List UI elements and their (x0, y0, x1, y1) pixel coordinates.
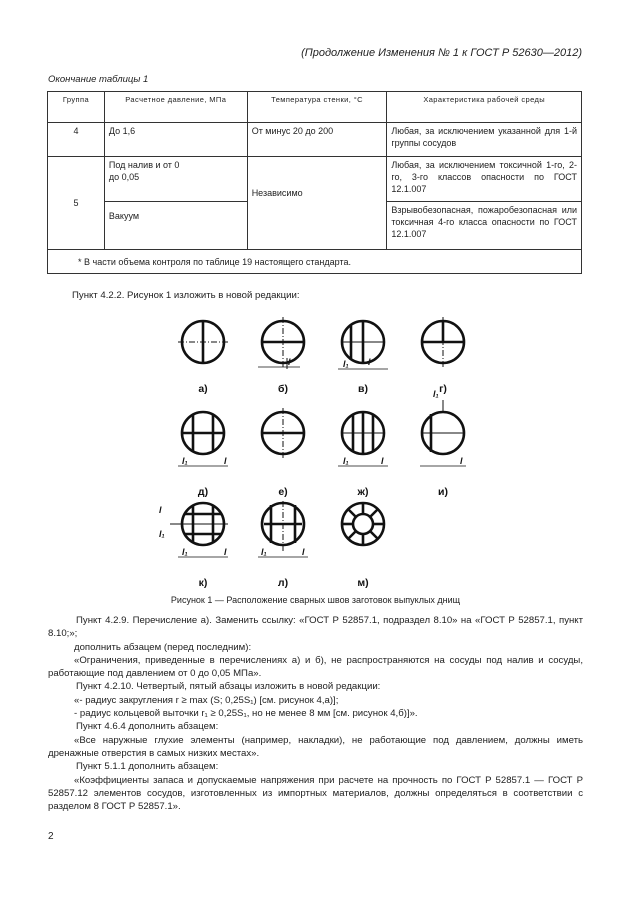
table-row (48, 123, 582, 157)
paragraph: - радиус кольцевой выточки r₁ ≥ 0,25S₁, но не менее 8 мм [см. рисунок 4,б)]». (74, 708, 418, 720)
body-text (48, 614, 583, 813)
dim-l1-d: l₁ (182, 456, 188, 466)
cell-temp: Независимо (247, 157, 387, 250)
label-d: д) (197, 486, 209, 498)
dim-l-i: l (460, 456, 463, 466)
dim-l1-i: l₁ (433, 389, 439, 399)
table-footnote-row (48, 250, 582, 274)
cell-temp: От минус 20 до 200 (247, 123, 387, 157)
paragraph: Пункт 4.2.9. Перечисление а). Заменить ссылку: «ГОСТ Р 52857.1, подраздел 8.10» на «ГОСТ Р 52857.1, пункт 8.10;»; (48, 615, 583, 640)
groups-table (47, 91, 582, 274)
dim-l-d: l (224, 456, 227, 466)
figure-caption: Рисунок 1 — Расположение сварных швов заготовок выпуклых днищ (170, 595, 461, 605)
table-footnote: * В части объема контроля по таблице 19 настоящего стандарта. (48, 250, 582, 274)
label-b: б) (278, 383, 288, 395)
dim-l-v: l (368, 357, 371, 367)
cell-group: 5 (48, 157, 105, 250)
header-temperature: Температура стенки, °C (247, 92, 387, 123)
table-header-row (48, 92, 582, 123)
dim-l-zh: l (381, 456, 384, 466)
dim-l1-zh: l₁ (343, 456, 349, 466)
cell-pressure (104, 157, 247, 202)
label-zh: ж) (357, 486, 369, 498)
cell-pressure: Вакуум (104, 202, 247, 250)
label-a: а) (198, 383, 208, 395)
label-v: в) (358, 383, 368, 395)
head-m (342, 503, 384, 545)
dim-l-l: l (302, 547, 305, 557)
header-group: Группа (48, 92, 105, 123)
paragraph: Пункт 4.6.4 дополнить абзацем: (76, 721, 219, 733)
figure-1 (140, 305, 500, 590)
head-k (170, 503, 228, 557)
dim-l1-v: l₁ (343, 359, 349, 369)
page-number: 2 (48, 831, 54, 842)
paragraph: Пункт 5.1.1 дополнить абзацем: (76, 761, 219, 773)
paragraph: «Все наружные глухие элементы (например, накладки), не работающие под давлением, должны иметь дренажные отверстия в самых низких местах». (48, 734, 583, 759)
header-pressure: Расчетное давление, МПа (104, 92, 247, 123)
head-a (178, 321, 228, 363)
cell-medium: Любая, за исключением указанной для 1-й группы сосудов (387, 123, 582, 157)
paragraph: Пункт 4.2.10. Четвертый, пятый абзацы изложить в новой редакции: (76, 681, 381, 693)
dim-l1-l: l₁ (261, 547, 267, 557)
dim-l-b: l (288, 357, 291, 367)
cell-pressure: До 1,6 (104, 123, 247, 157)
table-caption: Окончание таблицы 1 (48, 74, 149, 85)
page-header: (Продолжение Изменения № 1 к ГОСТ Р 52630—2012) (301, 47, 582, 59)
dim-l1-k: l₁ (182, 547, 188, 557)
paragraph: «- радиус закругления r ≥ max (S; 0,25S₁) [см. рисунок 4,а)]; (74, 694, 339, 706)
head-g (422, 317, 464, 367)
label-g: г) (439, 383, 447, 395)
cell-group: 4 (48, 123, 105, 157)
header-medium: Характеристика рабочей среды (387, 92, 582, 123)
intro-text: Пункт 4.2.2. Рисунок 1 изложить в новой редакции: (72, 290, 300, 301)
label-m: м) (357, 577, 369, 589)
cell-pressure-text: Под налив и от 0 до 0,05 (108, 160, 180, 182)
cell-medium: Взрывобезопасная, пожаробезопасная или токсичная 4-го класса опасности по ГОСТ 12.1.007 (387, 202, 582, 250)
cell-medium: Любая, за исключением токсичной 1-го, 2-го, 3-го классов опасности по ГОСТ 12.1.007 (387, 157, 582, 202)
paragraph: «Коэффициенты запаса и допускаемые напряжения при расчете на прочность по ГОСТ Р 52857.1 — ГОСТ Р 52857.12 элементов сосудов, изготовленных из импортных материалов, должны определяться в соответствии с разделом 8 ГОСТ Р 52857.1». (48, 774, 583, 813)
head-b (258, 317, 304, 369)
dim-l-k-top: l (159, 505, 162, 515)
dim-l-k: l (224, 547, 227, 557)
dim-l1-k-side: l₁ (159, 529, 165, 539)
label-e: е) (278, 486, 288, 498)
paragraph: «Ограничения, приведенные в перечислениях а) и б), не распространяются на сосуды под налив и сосуды, работающие под давлением от 0 до 0,05 МПа». (48, 654, 583, 680)
label-l: л) (277, 577, 289, 589)
table-row (48, 157, 582, 202)
head-e (262, 408, 304, 458)
paragraph: дополнить абзацем (перед последним): (74, 641, 252, 653)
label-i: и) (438, 486, 448, 498)
label-k: к) (198, 577, 208, 589)
